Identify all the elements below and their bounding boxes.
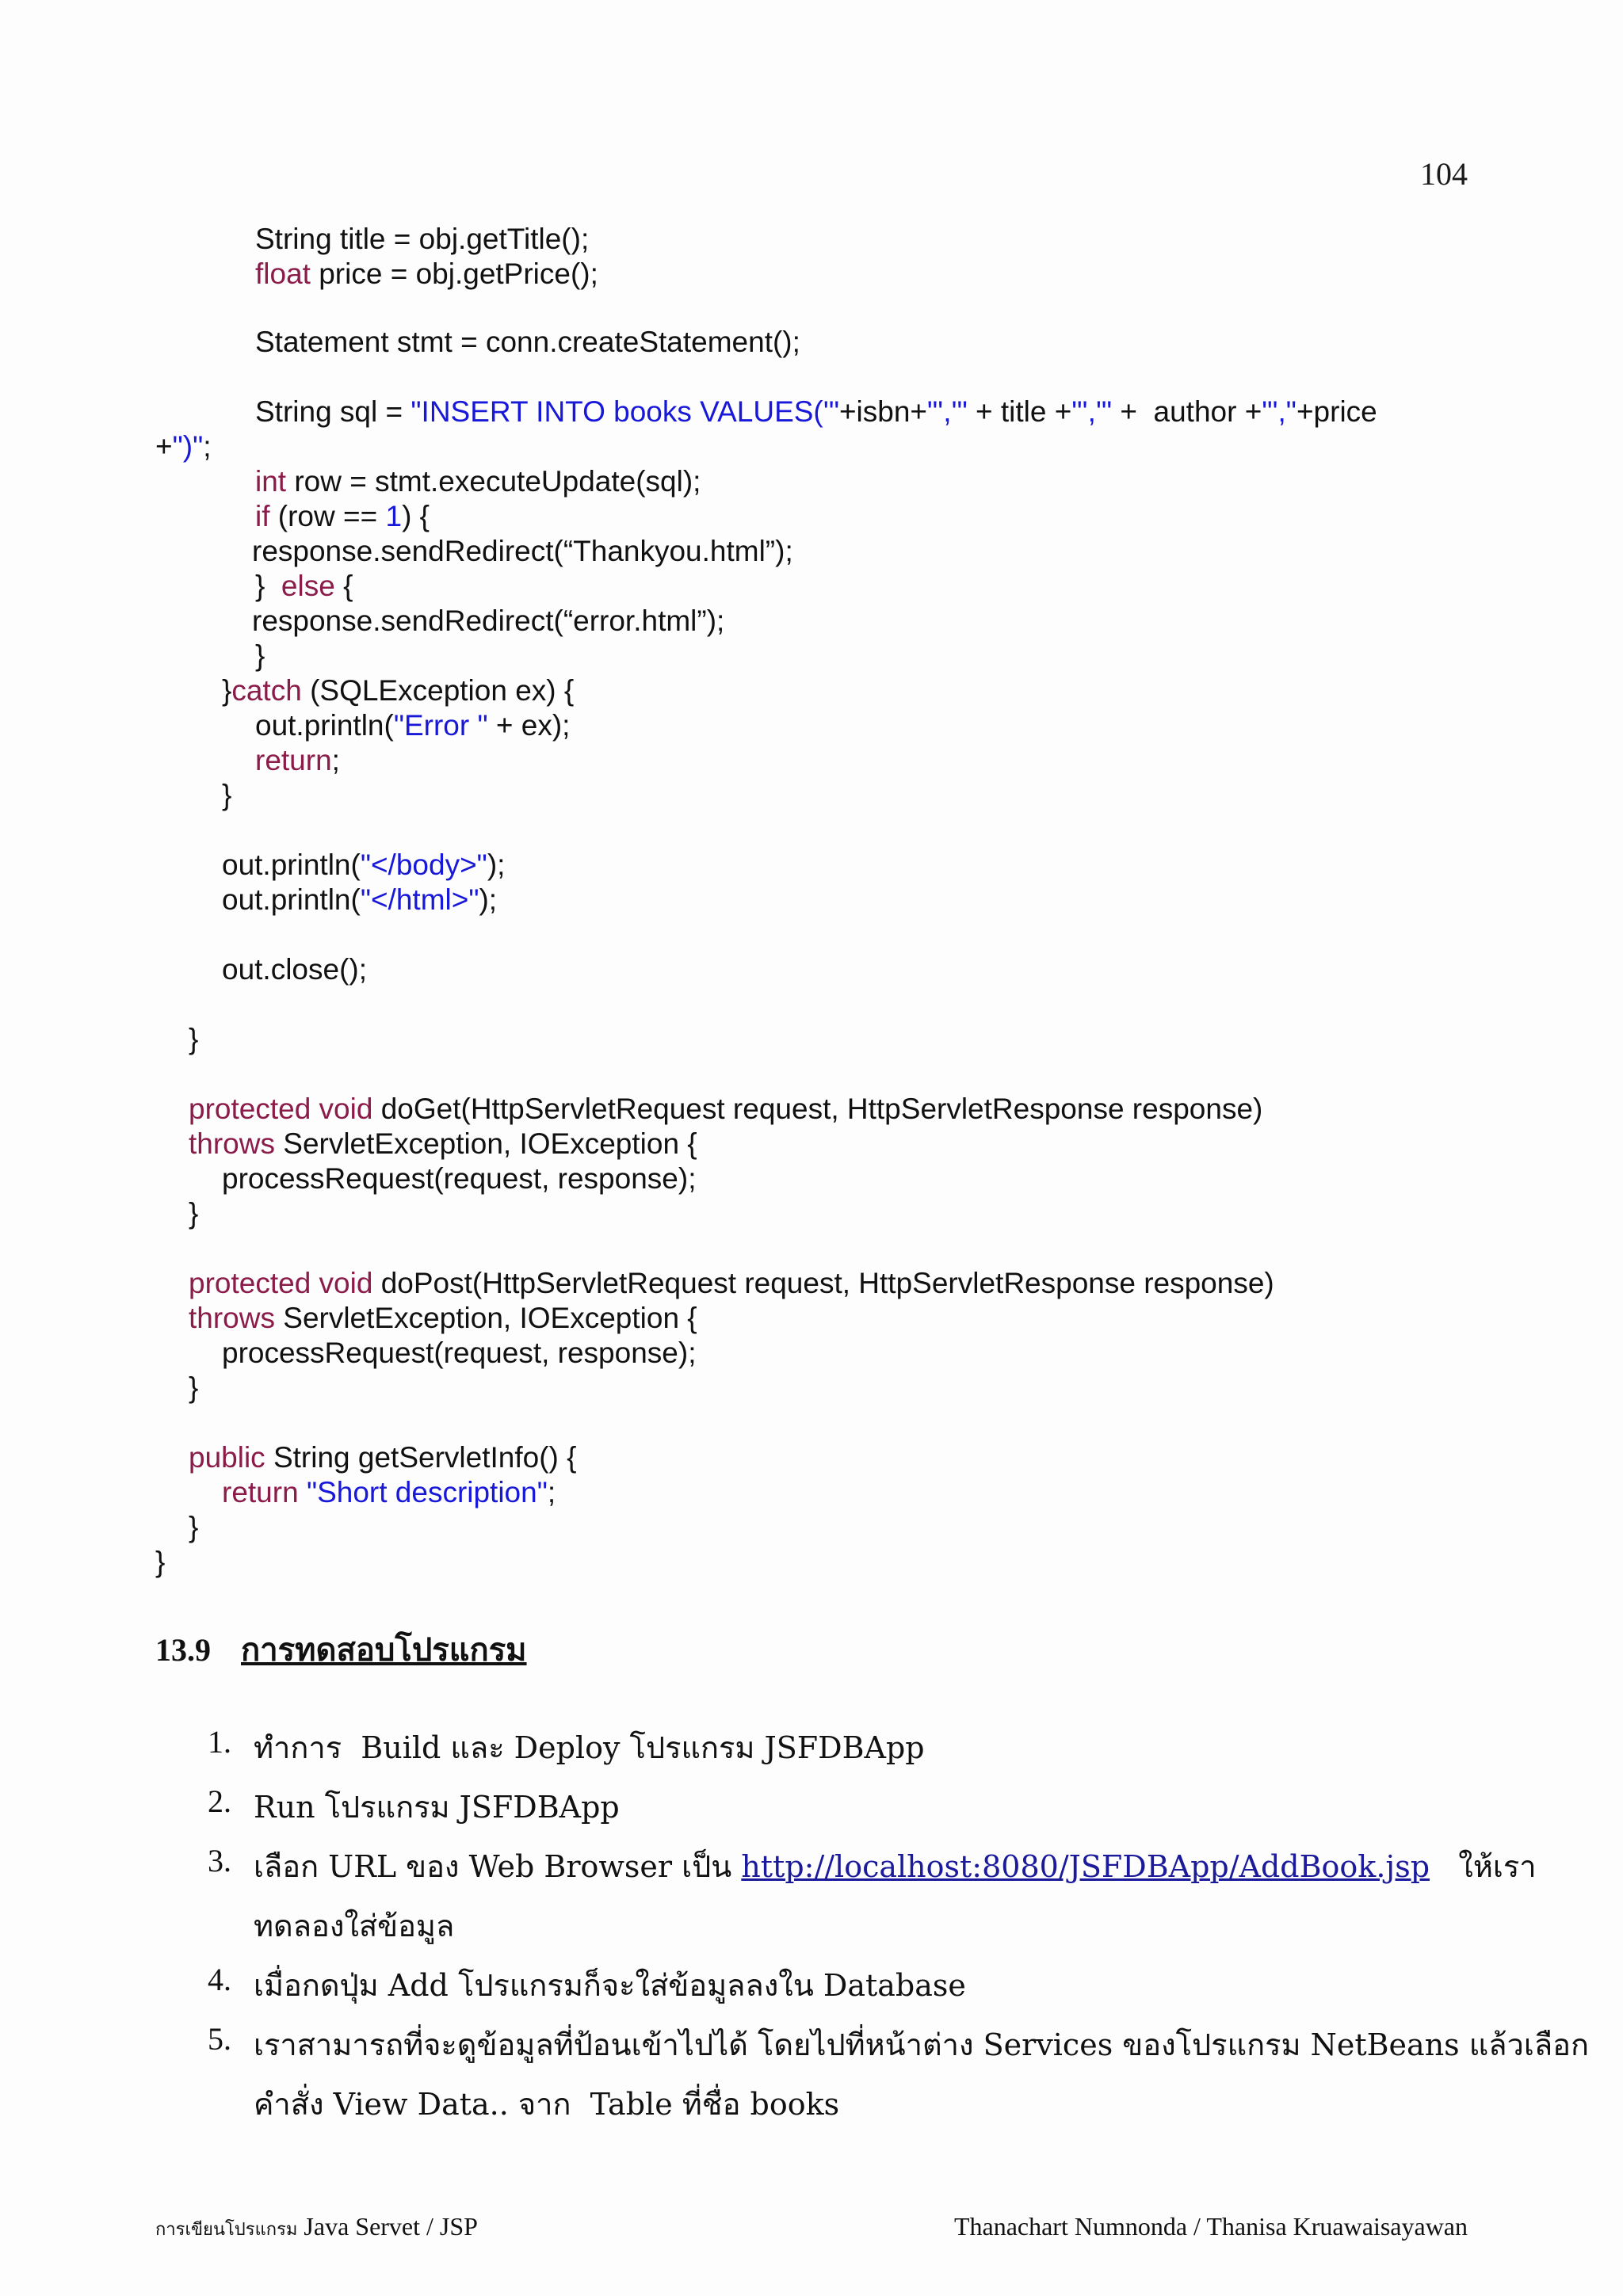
- code-text: +: [155, 430, 173, 463]
- code-keyword: throws: [189, 1302, 275, 1334]
- code-line: [255, 743, 340, 778]
- code-line: [155, 1545, 165, 1580]
- code-keyword: int: [255, 465, 287, 498]
- code-text: + author +: [1112, 395, 1262, 428]
- step-text-segment: เลือก URL ของ Web Browser เป็น: [254, 1849, 742, 1884]
- code-line: [222, 1161, 696, 1196]
- code-text: }: [189, 1371, 199, 1404]
- code-line: [222, 778, 231, 813]
- code-text: }: [255, 570, 281, 602]
- code-text: out.close();: [222, 953, 368, 986]
- footer-left-text: Java Servet / JSP: [297, 2212, 478, 2241]
- step-number: 1.: [208, 1724, 231, 1760]
- code-line: [255, 464, 701, 499]
- code-number: 1: [385, 500, 403, 532]
- code-text: }: [222, 674, 232, 707]
- code-keyword: throws: [189, 1127, 275, 1160]
- code-line: [189, 1301, 697, 1336]
- code-text: row = stmt.executeUpdate(sql);: [286, 465, 701, 498]
- step-text-segment: ทำการ Build และ Deploy โปรแกรม JSFDBApp: [254, 1730, 925, 1765]
- code-text: price = obj.getPrice();: [310, 257, 598, 290]
- code-string: "Error ": [393, 709, 488, 742]
- footer-left-thai: การเขียนโปรแกรม: [155, 2220, 298, 2240]
- step-text: [254, 1723, 925, 1772]
- code-line: [189, 1127, 697, 1161]
- code-keyword: else: [281, 570, 335, 602]
- step-text-segment: คำสั่ง View Data.. จาก Table ที่ชื่อ books: [254, 2087, 840, 2122]
- step-text-segment: เราสามารถที่จะดูข้อมูลที่ป้อนเข้าไปได้ โดยไปที่หน้าต่าง Services ของโปรแกรม NetBeans แล้วเลือก: [254, 2027, 1589, 2062]
- code-text: + ex);: [487, 709, 571, 742]
- code-string: "','": [927, 395, 968, 428]
- code-line: [252, 604, 724, 639]
- code-string: "',": [1262, 395, 1296, 428]
- code-line: [189, 1440, 577, 1475]
- code-text: processRequest(request, response);: [222, 1337, 697, 1369]
- code-text: doGet(HttpServletRequest request, HttpServletResponse response): [372, 1093, 1263, 1125]
- url-link[interactable]: http://localhost:8080/JSFDBApp/AddBook.jsp: [741, 1849, 1430, 1884]
- code-string: "INSERT INTO books VALUES('": [411, 395, 839, 428]
- code-string: "Short description": [306, 1476, 548, 1508]
- code-text: out.println(: [255, 709, 394, 742]
- code-line: [255, 639, 265, 673]
- code-text: }: [189, 1197, 199, 1230]
- code-text: }: [189, 1023, 199, 1055]
- code-line: [189, 1022, 198, 1057]
- code-text: );: [487, 849, 506, 881]
- code-line: [222, 952, 367, 987]
- code-text: response.sendRedirect(“error.html”);: [252, 605, 725, 637]
- code-line: [255, 499, 430, 534]
- step-number: 5.: [208, 2021, 231, 2057]
- code-text: +price: [1296, 395, 1377, 428]
- code-line: [255, 569, 353, 604]
- code-text: ServletException, IOException {: [274, 1302, 697, 1334]
- code-line: [222, 848, 505, 883]
- code-string: "</html>": [360, 883, 479, 916]
- code-text: String getServletInfo() {: [265, 1441, 577, 1474]
- code-line: [189, 1266, 1274, 1301]
- code-keyword: float: [255, 257, 311, 290]
- section-title: การทดสอบโปรแกรม: [241, 1632, 527, 1668]
- code-text: }: [155, 1546, 166, 1578]
- code-line: [189, 1371, 198, 1405]
- section-number: 13.9: [155, 1632, 211, 1668]
- code-keyword: if: [255, 500, 270, 532]
- code-text: out.println(: [222, 883, 361, 916]
- step-text: [254, 1961, 966, 2009]
- code-line: [189, 1196, 198, 1231]
- code-line: [189, 1092, 1262, 1127]
- step-text: [254, 1783, 620, 1831]
- step-text: [254, 1842, 1537, 1890]
- code-text: ) {: [402, 500, 430, 532]
- code-keyword: catch: [231, 674, 302, 707]
- page-number: 104: [1420, 156, 1468, 192]
- code-text: }: [189, 1511, 199, 1543]
- code-keyword: return: [255, 744, 332, 776]
- code-line: [255, 708, 570, 743]
- code-line: [252, 534, 793, 569]
- footer-left: [155, 2212, 478, 2243]
- code-line: [255, 222, 589, 257]
- code-line: [222, 883, 497, 917]
- code-text: +isbn+: [838, 395, 928, 428]
- code-text: );: [479, 883, 498, 916]
- step-text-segment: ให้เรา: [1430, 1849, 1537, 1884]
- code-text: out.println(: [222, 849, 361, 881]
- section-heading: [155, 1624, 527, 1675]
- step-text-segment: เมื่อกดปุ่ม Add โปรแกรมก็จะใส่ข้อมูลลงใน Database: [254, 1968, 966, 2003]
- code-text: ;: [331, 744, 340, 776]
- code-line: [189, 1510, 198, 1545]
- code-text: ;: [547, 1476, 556, 1508]
- code-string: ")": [172, 430, 204, 463]
- code-line: [255, 325, 800, 360]
- code-text: processRequest(request, response);: [222, 1162, 697, 1195]
- code-line: [222, 1336, 696, 1371]
- footer-right: Thanachart Numnonda / Thanisa Kruawaisayawan: [953, 2212, 1468, 2241]
- code-text: String title = obj.getTitle();: [255, 223, 590, 255]
- code-string: "','": [1071, 395, 1113, 428]
- code-keyword: protected void: [189, 1267, 373, 1299]
- step-text: [254, 2080, 839, 2128]
- step-number: 3.: [208, 1843, 231, 1878]
- code-string: "</body>": [360, 849, 487, 881]
- code-text: [299, 1476, 307, 1508]
- code-text: + title +: [967, 395, 1072, 428]
- code-line: [255, 257, 598, 292]
- code-line: [222, 673, 574, 708]
- code-text: String sql =: [255, 395, 411, 428]
- code-line: [255, 395, 1377, 429]
- step-number: 2.: [208, 1783, 231, 1819]
- code-text: }: [222, 779, 232, 811]
- code-line: [155, 429, 211, 464]
- code-keyword: return: [222, 1476, 299, 1508]
- code-text: ServletException, IOException {: [274, 1127, 697, 1160]
- code-keyword: public: [189, 1441, 265, 1474]
- step-number: 4.: [208, 1962, 231, 1997]
- code-text: ;: [203, 430, 212, 463]
- step-text-segment: ทดลองใส่ข้อมูล: [254, 1909, 455, 1943]
- code-text: }: [255, 639, 265, 672]
- code-text: (SQLException ex) {: [301, 674, 575, 707]
- code-text: response.sendRedirect(“Thankyou.html”);: [252, 535, 793, 567]
- code-text: Statement stmt = conn.createStatement();: [255, 326, 800, 358]
- code-text: (row ==: [269, 500, 386, 532]
- step-text: [254, 1901, 454, 1950]
- code-line: [222, 1475, 556, 1510]
- code-text: doPost(HttpServletRequest request, HttpServletResponse response): [372, 1267, 1274, 1299]
- step-text-segment: Run โปรแกรม JSFDBApp: [254, 1790, 620, 1825]
- code-keyword: protected void: [189, 1093, 373, 1125]
- code-text: {: [334, 570, 353, 602]
- step-text: [254, 2020, 1589, 2069]
